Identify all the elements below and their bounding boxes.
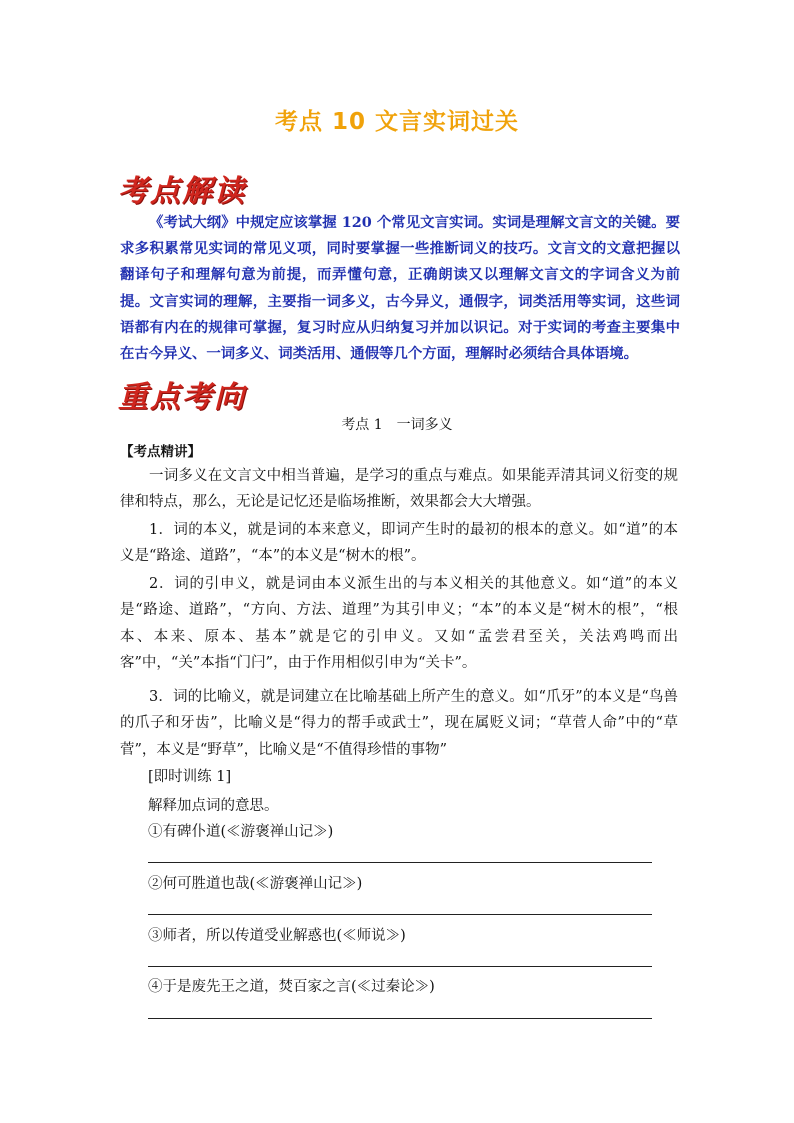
exercise-instruction: 解释加点词的意思。	[148, 798, 279, 814]
document-title: 考点 10 文言实词过关	[274, 109, 520, 135]
topic-label: 【考点精讲】	[120, 444, 201, 460]
intro-paragraph: 《考试大纲》中规定应该掌握 120 个常见文言实词。实词是理解文言文的关键。要求多积累常见实词的常见义项，同时要掌握一些推断词义的技巧。文言文的文意把握以翻译句子和理解句意为前提，而弄懂句意，正确朗读又以理解文言文的字词含义为前提。文言实词的理解，主要指一词多义，古今异义，通假字，词类活用等实词，这些词语都有内在的规律可掌握，复习时应从归纳复习并加以识记。对于实词的考查主要集中在古今异义、一词多义、词类活用、通假等几个方面，理解时必须结合具体语境。	[120, 214, 680, 363]
body-paragraph: 2．词的引申义，就是词由本义派生出的与本义相关的其他意义。如“道”的本义是“路途、道路”，“方向、方法、道理”为其引申义；“本”的本义是“树木的根”，“根本、本来、原本、基本”就是它的引申义。又如“孟尝君至关，关法鸡鸣而出客”中，“关”本指“门闩”，由于作用相似引申为“关卡”。	[120, 576, 678, 672]
exercise-question: ③师者，所以传道受业解惑也(≪师说≫)	[148, 928, 406, 944]
exercise-question: ①有碑仆道(≪游褒禅山记≫)	[148, 824, 334, 840]
body-paragraph: 3．词的比喻义，就是词建立在比喻基础上所产生的意义。如“爪牙”的本义是“鸟兽的爪子和牙齿”，比喻义是“得力的帮手或武士”，现在属贬义词；“草菅人命”中的“草菅”，本义是“野草”，比喻义是“不值得珍惜的事物”	[120, 689, 678, 758]
body-paragraph: 1．词的本义，就是词的本来意义，即词产生时的最初的根本的意义。如“道”的本义是“路途、道路”，“本”的本义是“树木的根”。	[120, 522, 678, 565]
section-banner-interpretation: 考点解读	[118, 174, 246, 209]
answer-line[interactable]	[148, 966, 652, 967]
body-paragraph: 一词多义在文言文中相当普遍，是学习的重点与难点。如果能弄清其词义衍变的规律和特点，那么，无论是记忆还是临场推断，效果都会大大增强。	[120, 468, 678, 511]
answer-line[interactable]	[148, 914, 652, 915]
answer-line[interactable]	[148, 1018, 652, 1019]
topic-heading: 考点 1 一词多义	[341, 417, 453, 433]
answer-line[interactable]	[148, 862, 652, 863]
exercise-question: ④于是废先王之道，焚百家之言(≪过秦论≫)	[148, 979, 435, 995]
exercise-question: ②何可胜道也哉(≪游褒禅山记≫)	[148, 876, 363, 892]
section-banner-focus: 重点考向	[118, 380, 246, 415]
exercise-label: [即时训练 1]	[148, 769, 232, 785]
